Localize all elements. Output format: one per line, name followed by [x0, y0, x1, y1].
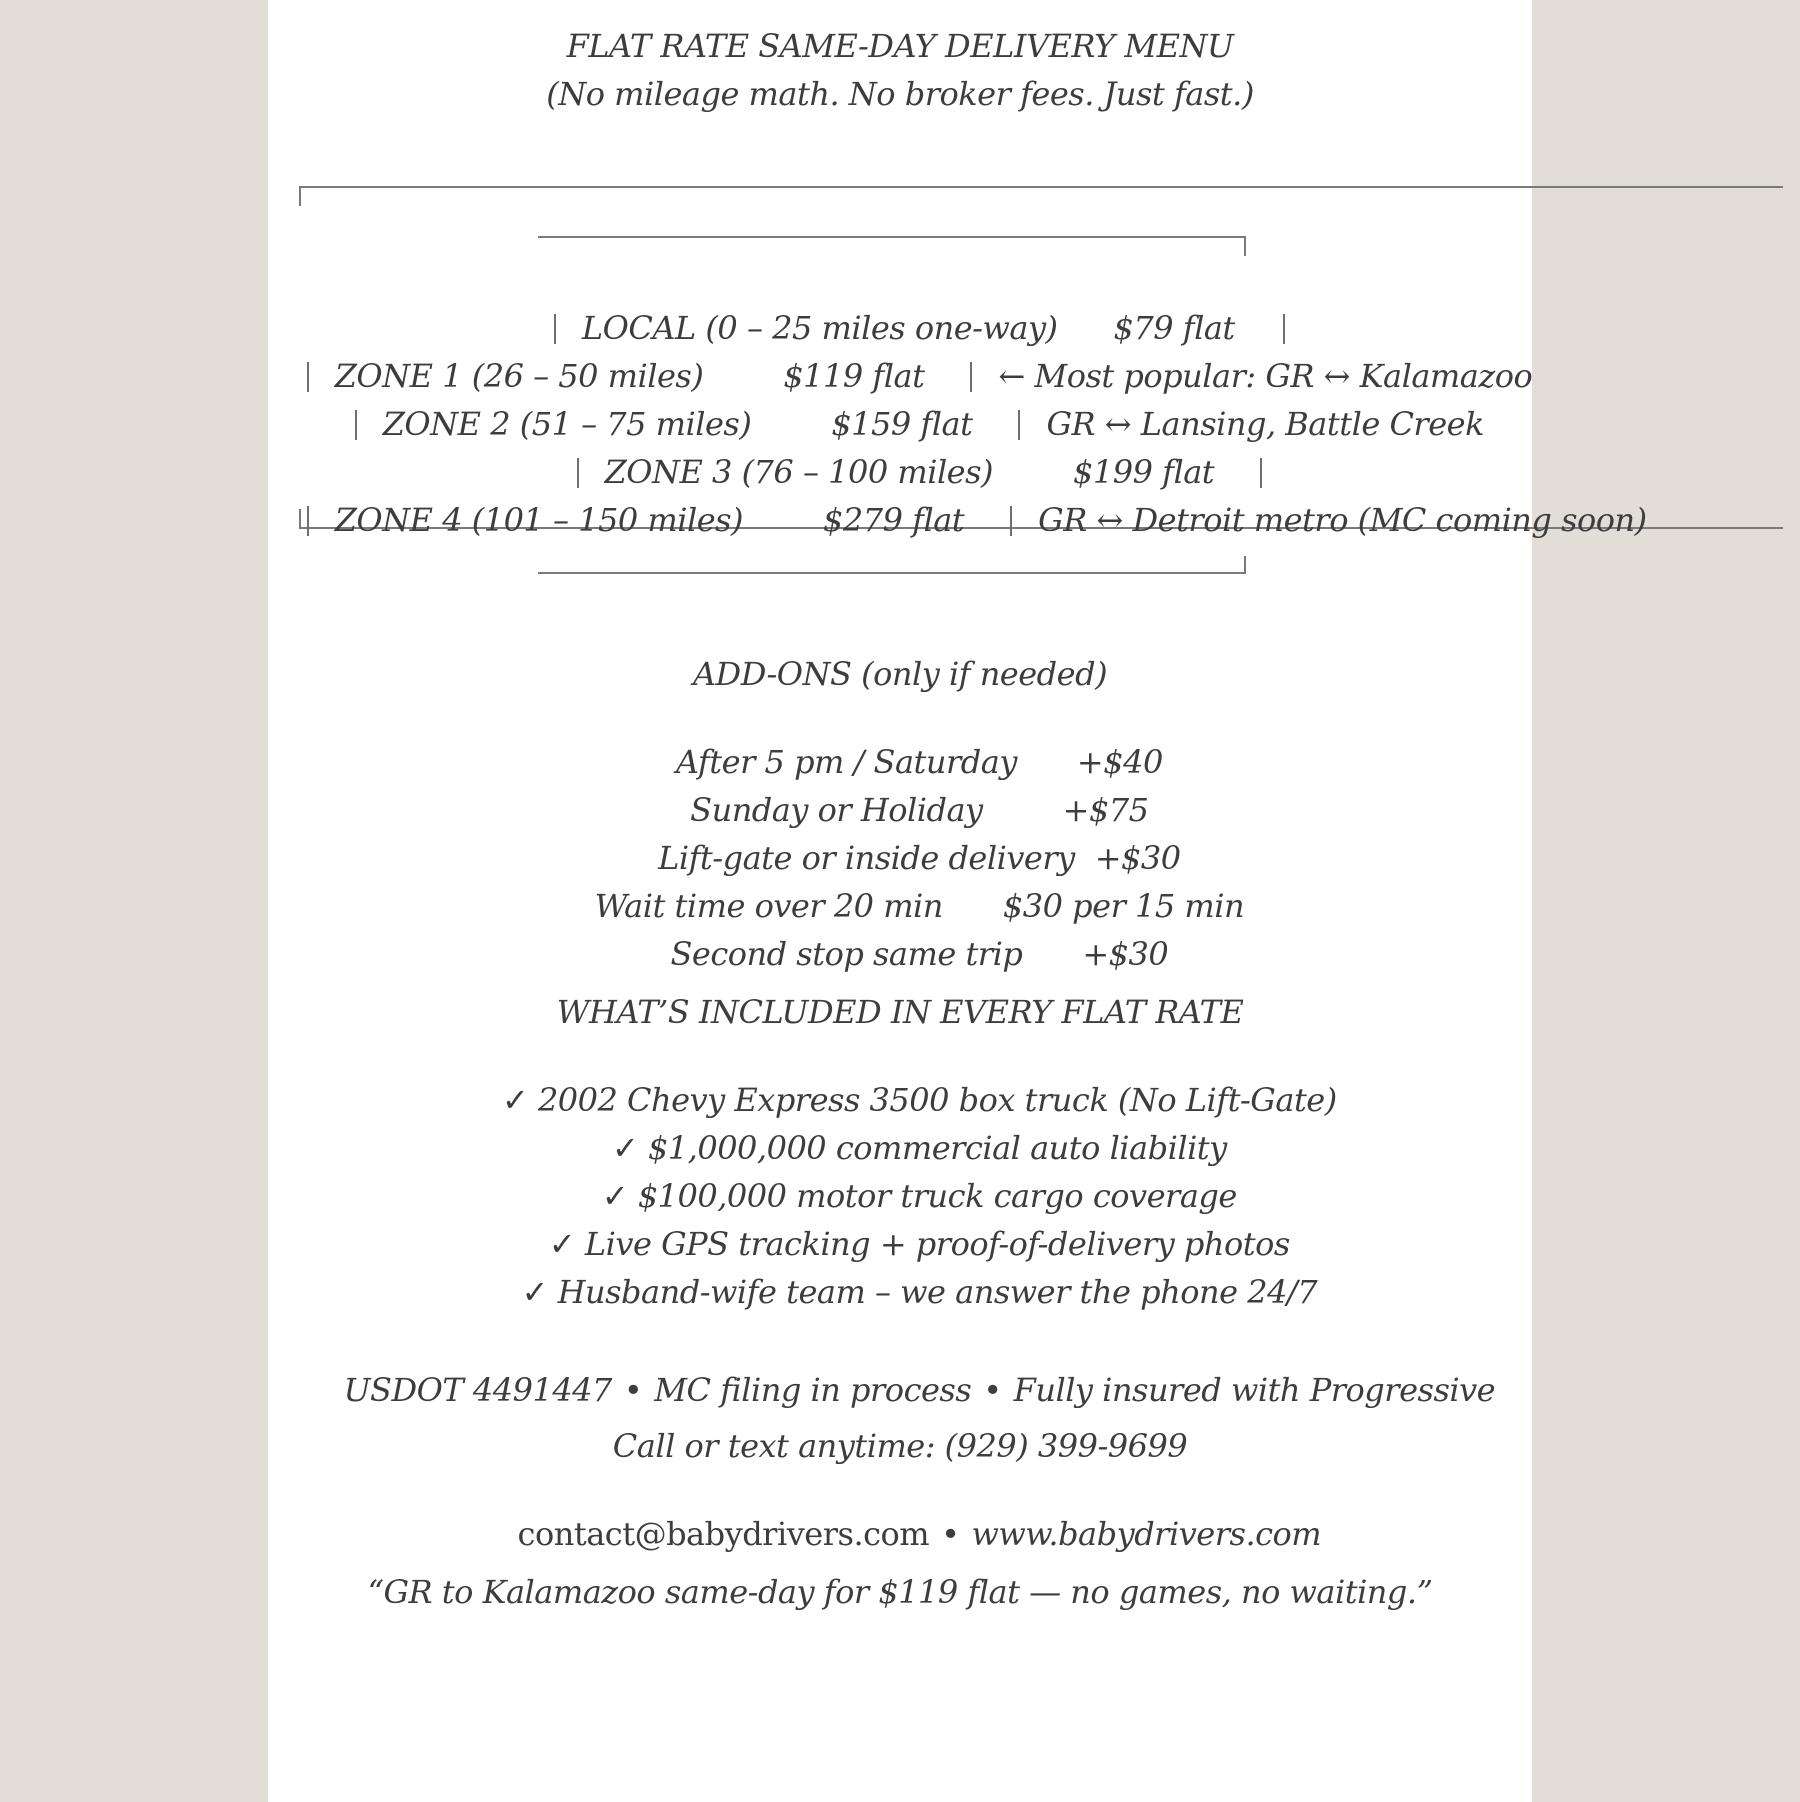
page-subtitle: (No mileage math. No broker fees. Just fast.) [546, 75, 1254, 113]
check-icon: ✓ [548, 1225, 576, 1263]
rate-zone: ZONE 1 (26 – 50 miles) [334, 357, 704, 395]
included-item: ✓ 2002 Chevy Express 3500 box truck (No Lift-Gate) [501, 1081, 1337, 1119]
insurance-note: Fully insured with Progressive [1013, 1371, 1496, 1409]
addon-label: After 5 pm / Saturday [675, 743, 1017, 781]
rate-zone: ZONE 2 (51 – 75 miles) [382, 405, 752, 443]
addon-price: +$75 [1062, 791, 1149, 829]
website-link[interactable]: www.babydrivers.com [971, 1515, 1322, 1553]
rate-row-zone-4 [268, 460, 1647, 580]
table-divider [307, 506, 309, 536]
page-title: FLAT RATE SAME-DAY DELIVERY MENU [566, 27, 1234, 65]
menu-sheet [268, 0, 1647, 1802]
addon-price: $30 per 15 min [1002, 887, 1245, 925]
addon-price: +$40 [1076, 743, 1163, 781]
rate-note: GR ↔ Lansing, Battle Creek [1046, 405, 1484, 443]
bullet-separator: • [941, 1515, 960, 1553]
rate-price: $279 flat [823, 501, 965, 539]
rate-zone: LOCAL (0 – 25 miles one-way) [581, 309, 1058, 347]
email-link[interactable]: contact@babydrivers.com [517, 1515, 930, 1553]
included-item: ✓ Husband-wife team – we answer the phone 24/7 [521, 1273, 1318, 1311]
addon-label: Second stop same trip [670, 935, 1023, 973]
rate-price: $159 flat [831, 405, 973, 443]
check-icon: ✓ [501, 1081, 529, 1119]
included-item: ✓ $1,000,000 commercial auto liability [611, 1129, 1227, 1167]
tagline-quote: “GR to Kalamazoo same-day for $119 flat — no games, no waiting.” [367, 1573, 1433, 1611]
addons-heading: ADD-ONS (only if needed) [692, 655, 1108, 693]
bullet-separator: • [983, 1371, 1002, 1409]
phone-line[interactable]: Call or text anytime: (929) 399-9699 [612, 1427, 1188, 1465]
rate-note: GR ↔ Detroit metro (MC coming soon) [1038, 501, 1647, 539]
included-item: ✓ $100,000 motor truck cargo coverage [601, 1177, 1237, 1215]
usdot-number: USDOT 4491447 [343, 1371, 612, 1409]
rate-zone: ZONE 4 (101 – 150 miles) [334, 501, 744, 539]
rate-price: $79 flat [1113, 309, 1235, 347]
addon-price: +$30 [1082, 935, 1169, 973]
table-divider [1010, 506, 1012, 536]
included-heading: WHAT’S INCLUDED IN EVERY FLAT RATE [556, 993, 1244, 1031]
addon-label: Wait time over 20 min [594, 887, 943, 925]
addon-price: +$30 [1094, 839, 1181, 877]
rate-price: $119 flat [783, 357, 925, 395]
rate-price: $199 flat [1073, 453, 1215, 491]
included-item: ✓ Live GPS tracking + proof-of-delivery photos [548, 1225, 1290, 1263]
check-icon: ✓ [611, 1129, 639, 1167]
addon-label: Lift-gate or inside delivery [658, 839, 1075, 877]
check-icon: ✓ [521, 1273, 548, 1311]
rate-zone: ZONE 3 (76 – 100 miles) [604, 453, 994, 491]
mc-status: MC filing in process [654, 1371, 972, 1409]
rate-note: ← Most popular: GR ↔ Kalamazoo [998, 357, 1533, 395]
bullet-separator: • [623, 1371, 643, 1409]
addon-label: Sunday or Holiday [690, 791, 983, 829]
check-icon: ✓ [601, 1177, 629, 1215]
